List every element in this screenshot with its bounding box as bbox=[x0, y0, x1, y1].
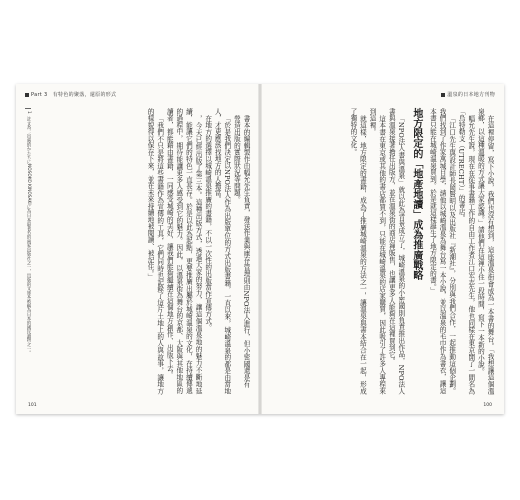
book-spread bbox=[16, 84, 504, 414]
footnote-text: 註文為：出處的かたちにNOSOKO KINOSAKIに為日本最著名的兩家出版社之一，出版的文庫本被稱為日本的國民讀物之一。 bbox=[26, 116, 31, 356]
right-page bbox=[260, 84, 504, 414]
left-running-head bbox=[25, 91, 116, 98]
left-running-head-text: Part 3 有特色的聚落，還原的形式 bbox=[31, 92, 117, 98]
left-paragraph-5: ，今天已經出版了第三本。這種出版方式，透過大家的努力，讓這個溫泉地的魅力不斷地延續，能讓它們的特色一直長存。於是以此為起點，更要推廣出屬於城崎溫泉的文化，在持續傳遞的過程中，期待能讓更多人感受到它的魅力。因此，以溫泉街為舞台的京都、大阪與其他地區的讀者，都能藉由書籍，一同感受城崎的美好，讓我們能夠繼續在這個地方創作、出版下去。 bbox=[165, 108, 203, 394]
right-body-text bbox=[268, 108, 494, 394]
right-paragraph-4: 「NPO法人書與溫泉」就以此為背景成立了，城崎溫泉的小密國則負責推出作品，NPO法人書與溫泉接著擔任出版方，並在溫泉街的商店裡販售，也讓更多人能夠在這裡買到它。 bbox=[387, 108, 405, 394]
left-body-text bbox=[46, 108, 250, 394]
right-paragraph-1: 在這裡停留，寫下小說，我們也沒有想到，這座溫泉街會成為一本書的舞台。「我想讓這個溫泉鄉，以這種溫暖的方式讓大家認識。」請他們在這裡小住一段時間，寫下一本新的小說。 bbox=[476, 108, 494, 394]
right-paragraph-2: 幅允先生說，現在在從事書籍工作的自由工作者江口宏志先生，他也同樣在東京開了一間名為「烏特勒支（UTRECHT）」的書店。 bbox=[457, 108, 475, 394]
right-paragraph-5: 這本書在東京或其他的書店都買不到，只能在城崎溫泉的店家購買，因此吸引了許多人專程來到這裡。 bbox=[368, 108, 386, 394]
left-page bbox=[16, 84, 260, 414]
left-paragraph-3: 「於是我們決定以NPO法人作為出版單位的方式出版書籍，一直以來，城崎溫泉的都是由當地人，才更應該找地方的人擔當。 bbox=[213, 108, 231, 394]
left-page-number: 101 bbox=[28, 403, 37, 408]
left-paragraph-4: 在地方的選擇以城崎溫泉推廣的書籍，不以一次性的出版當作宣傳方式。 bbox=[203, 114, 212, 331]
section-heading: 地方限定的「地產地讀」成為推廣戰略 bbox=[410, 108, 422, 281]
left-paragraph-1: 書本的編輯製作由幅允先生負責，發送作業與庫存管理則由NPO法人進行，但小密國還是有 bbox=[242, 114, 250, 388]
section-marker-icon bbox=[441, 93, 445, 97]
right-paragraph-6: 就這樣，地方限定的書籍，成為了推廣城崎溫泉的方法之一，讓溫泉與書本結合在一起，形成了獨特的文化。 bbox=[348, 108, 367, 394]
footnote-marker: 1 bbox=[25, 108, 31, 114]
right-running-head bbox=[441, 91, 495, 98]
section-marker-icon bbox=[25, 93, 29, 97]
right-paragraph-3: 「江口先生與設計師長岡賢明以及出版社『新潮社』，分別與我們合作，一起推動這個企劃。我們找到了作家萬城目學，請他以城崎溫泉為舞台寫一本小說，並以溫泉的毛巾作為書衣，讓這本書只能在城崎溫泉買到。於是就這樣誕生了地方限定的書。」 bbox=[428, 108, 456, 394]
footnote bbox=[25, 108, 31, 394]
right-page-number: 100 bbox=[483, 403, 492, 408]
right-running-head-text: 溫泉的日本地方刊物 bbox=[447, 92, 495, 98]
left-paragraph-2: 營造出版的實際狀況等問題。 bbox=[232, 114, 241, 203]
left-paragraph-6: 「我們不只是將這些書籍作為宣傳的工具，它們同時也記錄了這片土地上的人與故事，讓地方的樣貌得以保存下來，並在未來持續地被閱讀、被記住。」 bbox=[146, 108, 164, 394]
